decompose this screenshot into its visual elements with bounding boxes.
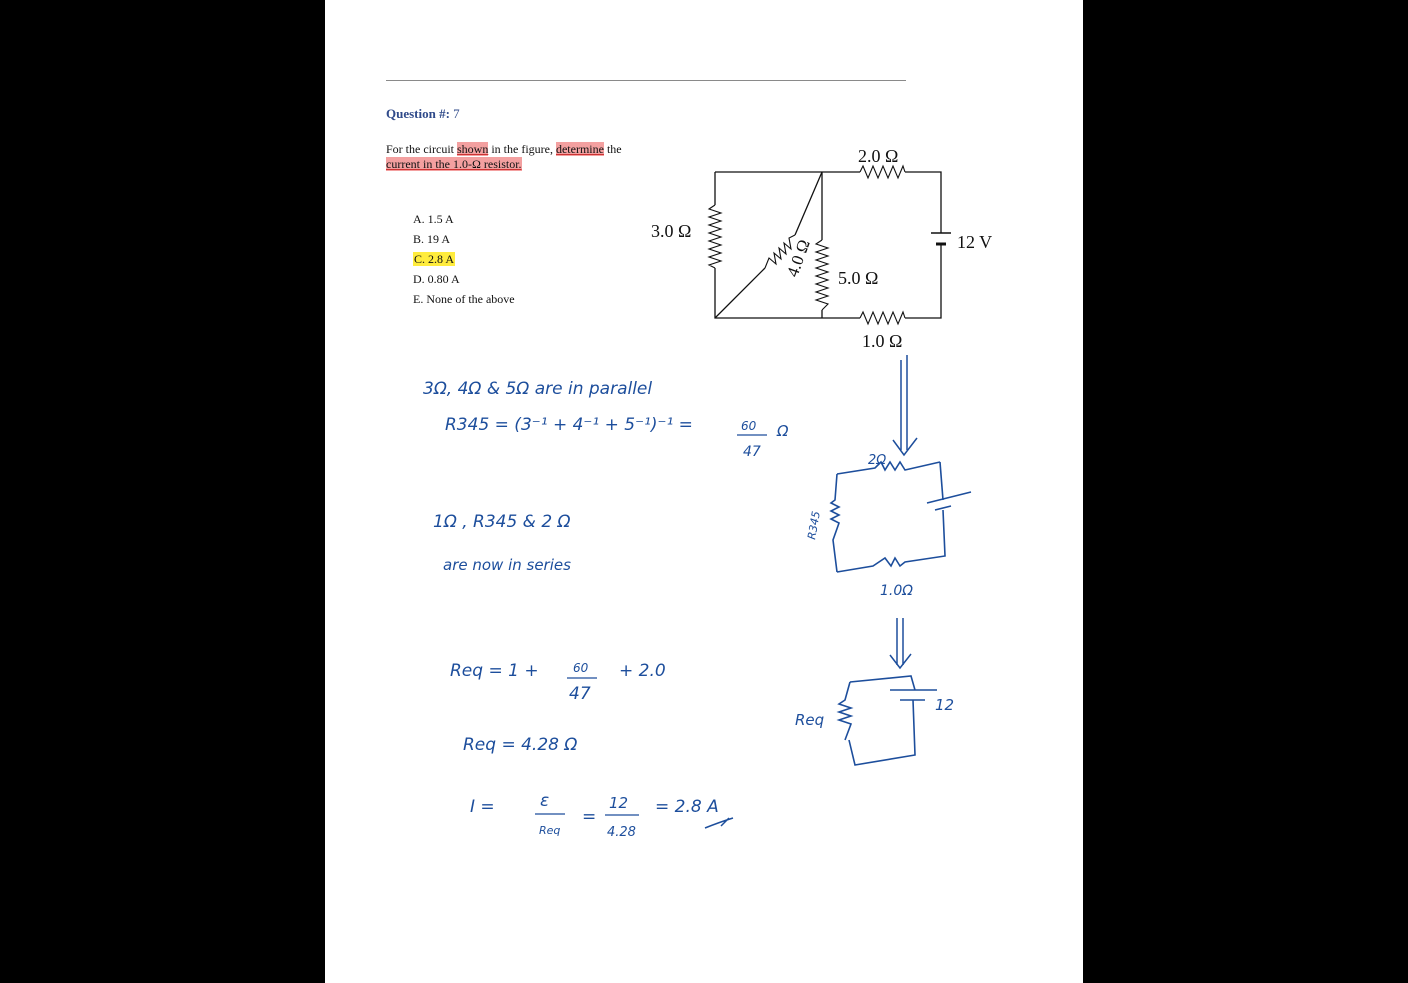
sketch-1-circuit (831, 462, 971, 572)
note-i-num2: 12 (609, 794, 629, 812)
note-r345-unit: Ω (777, 422, 789, 440)
sketch1-label-2ohm: 2Ω (868, 453, 887, 468)
note-req-tail: + 2.0 (619, 661, 666, 681)
note-req-line: Req = 1 + (450, 661, 539, 681)
handwritten-notes (325, 0, 1083, 983)
sketch1-label-r345: R345 (805, 510, 823, 541)
label-5ohm: 5.0 Ω (838, 268, 879, 288)
arrow-down-2 (890, 618, 911, 668)
sketch2-label-emf: 12 (935, 696, 955, 714)
sketch1-label-1ohm: 1.0Ω (880, 583, 913, 599)
note-r345-formula: R345 = (3⁻¹ + 4⁻¹ + 5⁻¹)⁻¹ = (445, 415, 693, 435)
question-text-segment: in the figure, (488, 142, 556, 156)
arrow-down-1 (893, 355, 917, 455)
label-2ohm: 2.0 Ω (858, 146, 899, 166)
answer-text: A. 1.5 A (413, 212, 454, 226)
label-3ohm: 3.0 Ω (651, 221, 692, 241)
document-page (325, 0, 1083, 983)
note-i-num1: ε (540, 791, 550, 811)
highlighted-phrase: shown (456, 142, 489, 156)
question-label-text: Question #: (386, 106, 450, 121)
label-4ohm: 4.0 Ω (782, 237, 814, 280)
note-r345-num: 60 (741, 419, 757, 433)
highlighted-phrase: determine (555, 142, 604, 156)
note-req-num: 60 (573, 661, 589, 675)
highlighted-phrase: current in the 1.0-Ω resistor. (386, 157, 522, 171)
note-r345-den: 47 (743, 444, 761, 460)
answer-text: D. 0.80 A (413, 272, 460, 286)
note-i-lhs: I = (470, 797, 495, 817)
note-i-den2: 4.28 (607, 825, 636, 840)
label-1ohm: 1.0 Ω (862, 331, 903, 351)
question-number: 7 (453, 106, 460, 121)
answer-text: E. None of the above (413, 292, 515, 306)
label-emf: 12 V (957, 232, 993, 252)
note-parallel: 3Ω, 4Ω & 5Ω are in parallel (423, 379, 653, 399)
note-i-result: = 2.8 A (655, 797, 719, 817)
selected-answer: C. 2.8 A (414, 252, 455, 266)
note-series-line: are now in series (443, 556, 571, 574)
note-req-den: 47 (569, 684, 591, 704)
sketch2-label-req: Req (795, 711, 825, 729)
note-req-result: Req = 4.28 Ω (463, 735, 578, 755)
note-series-items: 1Ω , R345 & 2 Ω (433, 512, 571, 532)
question-text-segment: For the circuit (386, 142, 457, 156)
note-i-eq: = (582, 807, 597, 827)
note-i-den1: Req (539, 824, 561, 837)
answer-text: B. 19 A (413, 232, 451, 246)
question-text-segment: the (603, 142, 622, 156)
sketch-2-circuit (839, 676, 937, 765)
